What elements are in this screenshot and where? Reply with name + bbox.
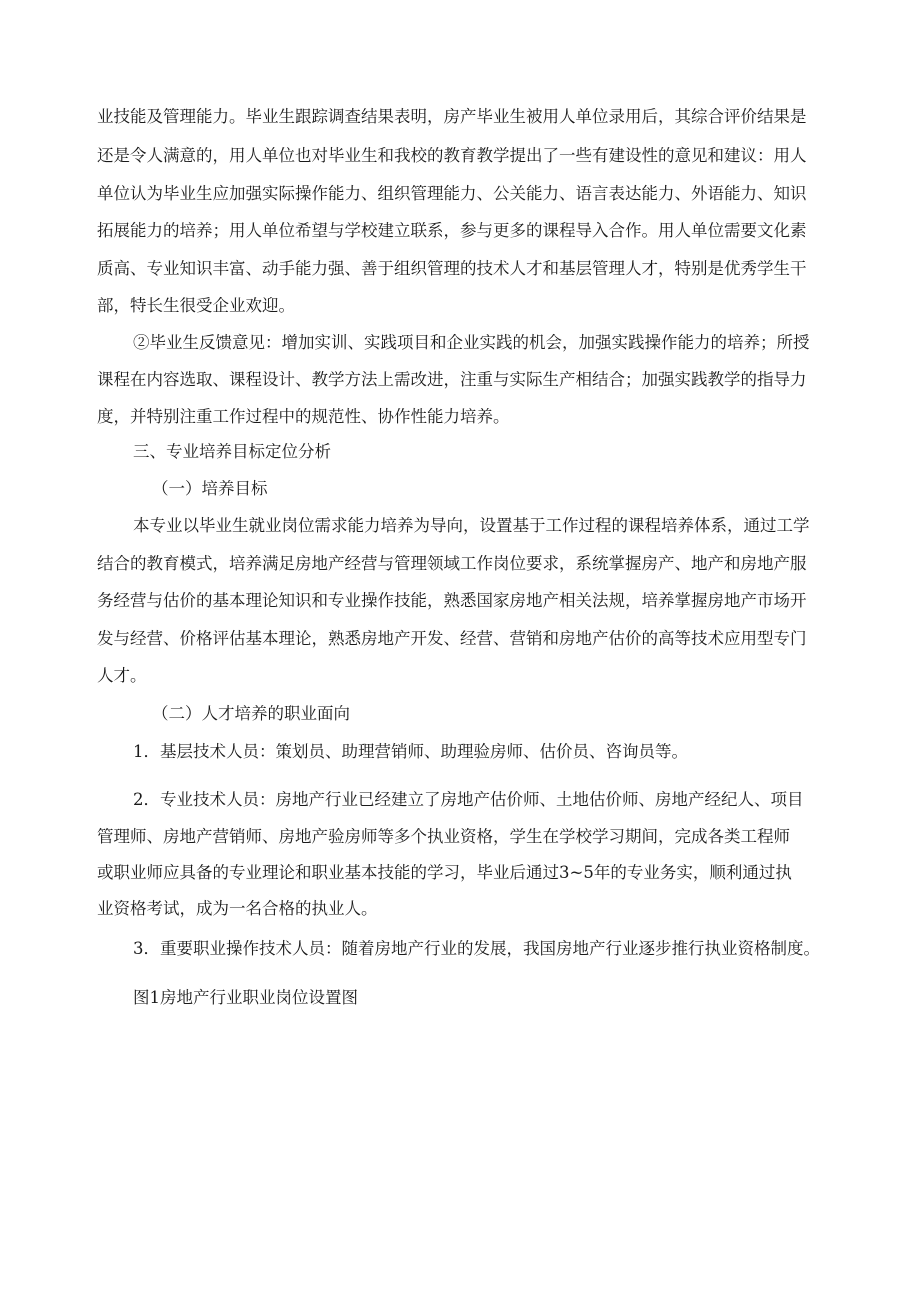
paragraph-line: 课程在内容选取、课程设计、教学方法上需改进，注重与实际生产相结合；加强实践教学的指导力	[97, 370, 807, 389]
paragraph-line: 发与经营、价格评估基本理论，熟悉房地产开发、经营、营销和房地产估价的高等技术应用型专门	[97, 629, 807, 648]
section-heading: 三、专业培养目标定位分析	[133, 442, 331, 461]
paragraph-line: 务经营与估价的基本理论知识和专业操作技能，熟悉国家房地产相关法规，培养掌握房地产市场开	[97, 591, 807, 610]
subsection-heading: （一）培养目标	[152, 479, 268, 498]
paragraph-line: 单位认为毕业生应加强实际操作能力、组织管理能力、公关能力、语言表达能力、外语能力、知识	[97, 184, 807, 203]
paragraph-line: 度，并特别注重工作过程中的规范性、协作性能力培养。	[97, 407, 510, 426]
paragraph-line: 业资格考试，成为一名合格的执业人。	[97, 899, 378, 918]
figure-caption: 图1房地产行业职业岗位设置图	[133, 988, 358, 1007]
paragraph-line: 拓展能力的培养；用人单位希望与学校建立联系，参与更多的课程导入合作。用人单位需要文化素	[97, 221, 807, 240]
list-item: 1．基层技术人员：策划员、助理营销师、助理验房师、估价员、咨询员等。	[133, 742, 688, 761]
paragraph-line: 本专业以毕业生就业岗位需求能力培养为导向，设置基于工作过程的课程培养体系，通过工学	[133, 516, 810, 535]
paragraph-line: 还是令人满意的，用人单位也对毕业生和我校的教育教学提出了一些有建设性的意见和建议：用人	[97, 146, 807, 165]
paragraph-line: 管理师、房地产营销师、房地产验房师等多个执业资格，学生在学校学习期间，完成各类工程师	[97, 827, 790, 846]
paragraph-line: 结合的教育模式，培养满足房地产经营与管理领域工作岗位要求，系统掌握房产、地产和房地产服	[97, 554, 807, 573]
paragraph-line: 部，特长生很受企业欢迎。	[97, 296, 295, 315]
paragraph-line: 2．专业技术人员：房地产行业已经建立了房地产估价师、土地估价师、房地产经纪人、项目	[133, 790, 804, 809]
paragraph-line: 人才。	[97, 666, 147, 685]
paragraph-line: 质高、专业知识丰富、动手能力强、善于组织管理的技术人才和基层管理人才，特别是优秀学生干	[97, 259, 807, 278]
paragraph-line: 业技能及管理能力。毕业生跟踪调查结果表明，房产毕业生被用人单位录用后，其综合评价结果是	[97, 107, 807, 126]
list-item: 3．重要职业操作技术人员：随着房地产行业的发展，我国房地产行业逐步推行执业资格制度。	[133, 939, 820, 958]
subsection-heading: （二）人才培养的职业面向	[152, 704, 350, 723]
paragraph-line: 或职业师应具备的专业理论和职业基本技能的学习，毕业后通过3~5年的专业务实，顺利通过执	[97, 863, 792, 882]
paragraph-line: ②毕业生反馈意见：增加实训、实践项目和企业实践的机会，加强实践操作能力的培养；所授	[133, 333, 810, 352]
